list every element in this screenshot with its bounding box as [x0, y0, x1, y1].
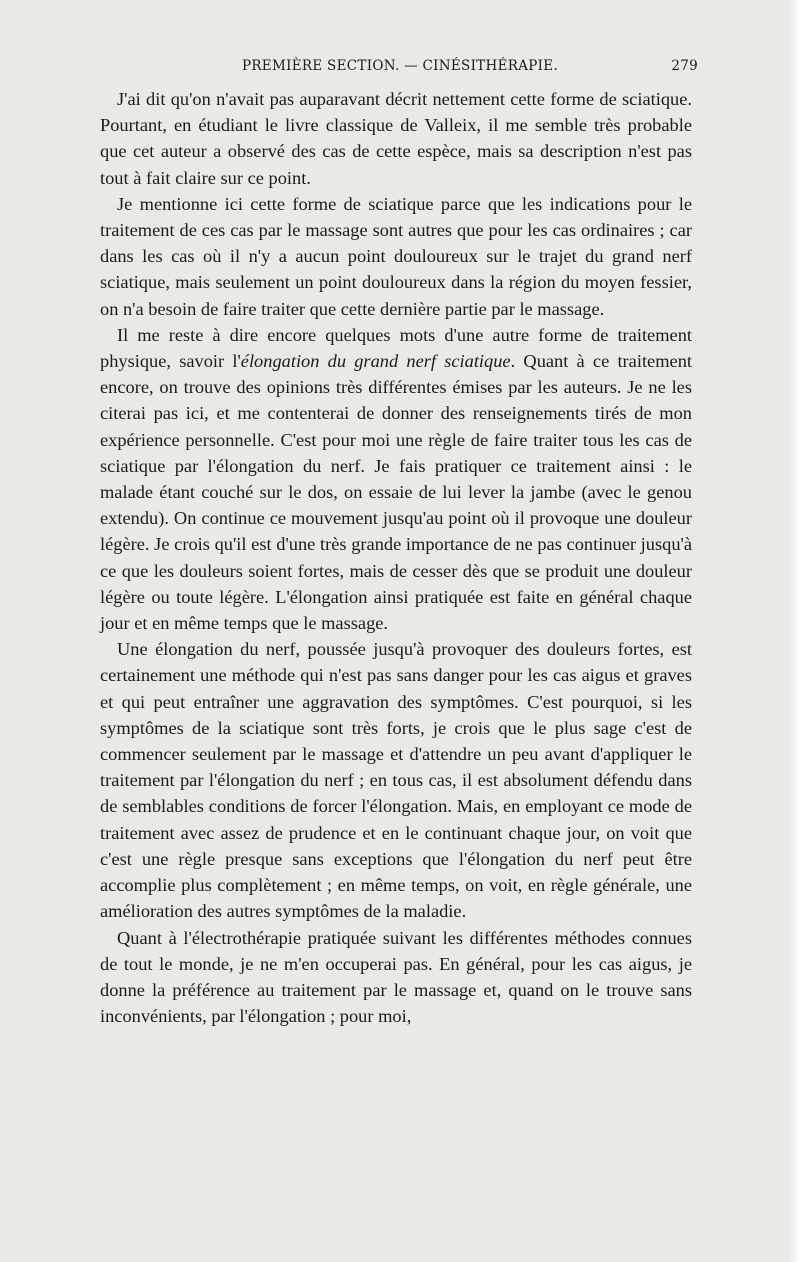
- paragraph-elongation-rest: . Quant à ce traitement encore, on trouve des opinions très différentes émises par les auteurs. Je ne les citerai pas ici, et me contenterai de donner des renseignements tirés de mon expérience personnelle. C'est pour moi une règle de faire traiter tous les cas de sciatique par l'élongation du nerf. Je fais pratiquer ce traitement ainsi : le malade étant couché sur le dos, on essaie de lui lever la jambe (avec le genou extendu). On continue ce mouvement jusqu'au point où il provoque une douleur légère. Je crois qu'il est d'une très grande importance de ne pas continuer jusqu'à ce que les douleurs soient fortes, mais de cesser dès que se produit une douleur légère ou toute légère. L'élongation ainsi pratiquée est faite en général chaque jour et en même temps que le massage.: [100, 351, 692, 634]
- paragraph-valleix: J'ai dit qu'on n'avait pas auparavant décrit nettement cette forme de sciatique. Pourtant, en étudiant le livre classique de Valleix, il me semble très probable que cet auteur a observé des cas de cette espèce, mais sa description n'est pas tout à fait claire sur ce point.: [100, 89, 692, 188]
- running-title: PREMIÈRE SECTION. — CINÉSITHÉRAPIE.: [241, 58, 559, 74]
- paragraph-danger: Une élongation du nerf, poussée jusqu'à provoquer des douleurs fortes, est certainement une méthode qui n'est pas sans danger pour les cas aigus et graves et qui peut entraîner une aggravation des symptômes. C'est pourquoi, si les symptômes de la sciatique sont très forts, je crois que le plus sage c'est de commencer seulement par le massage et d'attendre un peu avant d'appliquer le traitement par l'élongation du nerf ; en tous cas, il est absolument défendu dans de semblables conditions de forcer l'élongation. Mais, en employant ce mode de traitement avec assez de prudence et en le continuant chaque jour, on voit que c'est une règle presque sans exceptions que l'élongation du nerf peut être accomplie plus complètement ; en même temps, on voit, en règle générale, une amélioration des autres symptômes de la maladie.: [100, 639, 692, 922]
- elongation-term: élongation du grand nerf sciatique: [240, 351, 511, 372]
- paragraph-indications: Je mentionne ici cette forme de sciatique parce que les indications pour le traitement de ces cas par le massage sont autres que pour les cas ordinaires ; car dans les cas où il n'y a aucun point douloureux sur le trajet du grand nerf sciatique, mais seulement un point douloureux dans la région du moyen fessier, on n'a besoin de faire traiter que cette dernière partie par le massage.: [100, 193, 692, 319]
- body-text: [100, 86, 692, 1029]
- page-number: 279: [671, 58, 698, 74]
- paragraph-elongation-lead: Il me reste à dire encore quelques mots d'une autre forme de traitement physique, savoir l': [100, 324, 692, 372]
- paragraph-elongation: [100, 322, 692, 636]
- paragraph-electrotherapy: Quant à l'électrothérapie pratiquée suivant les différentes méthodes connues de tout le monde, je ne m'en occuperai pas. En général, pour les cas aigus, je donne la préférence au traitement par le massage et, quand on le trouve sans inconvénients, par l'élongation ; pour moi,: [100, 927, 692, 1027]
- page-header: [100, 58, 700, 82]
